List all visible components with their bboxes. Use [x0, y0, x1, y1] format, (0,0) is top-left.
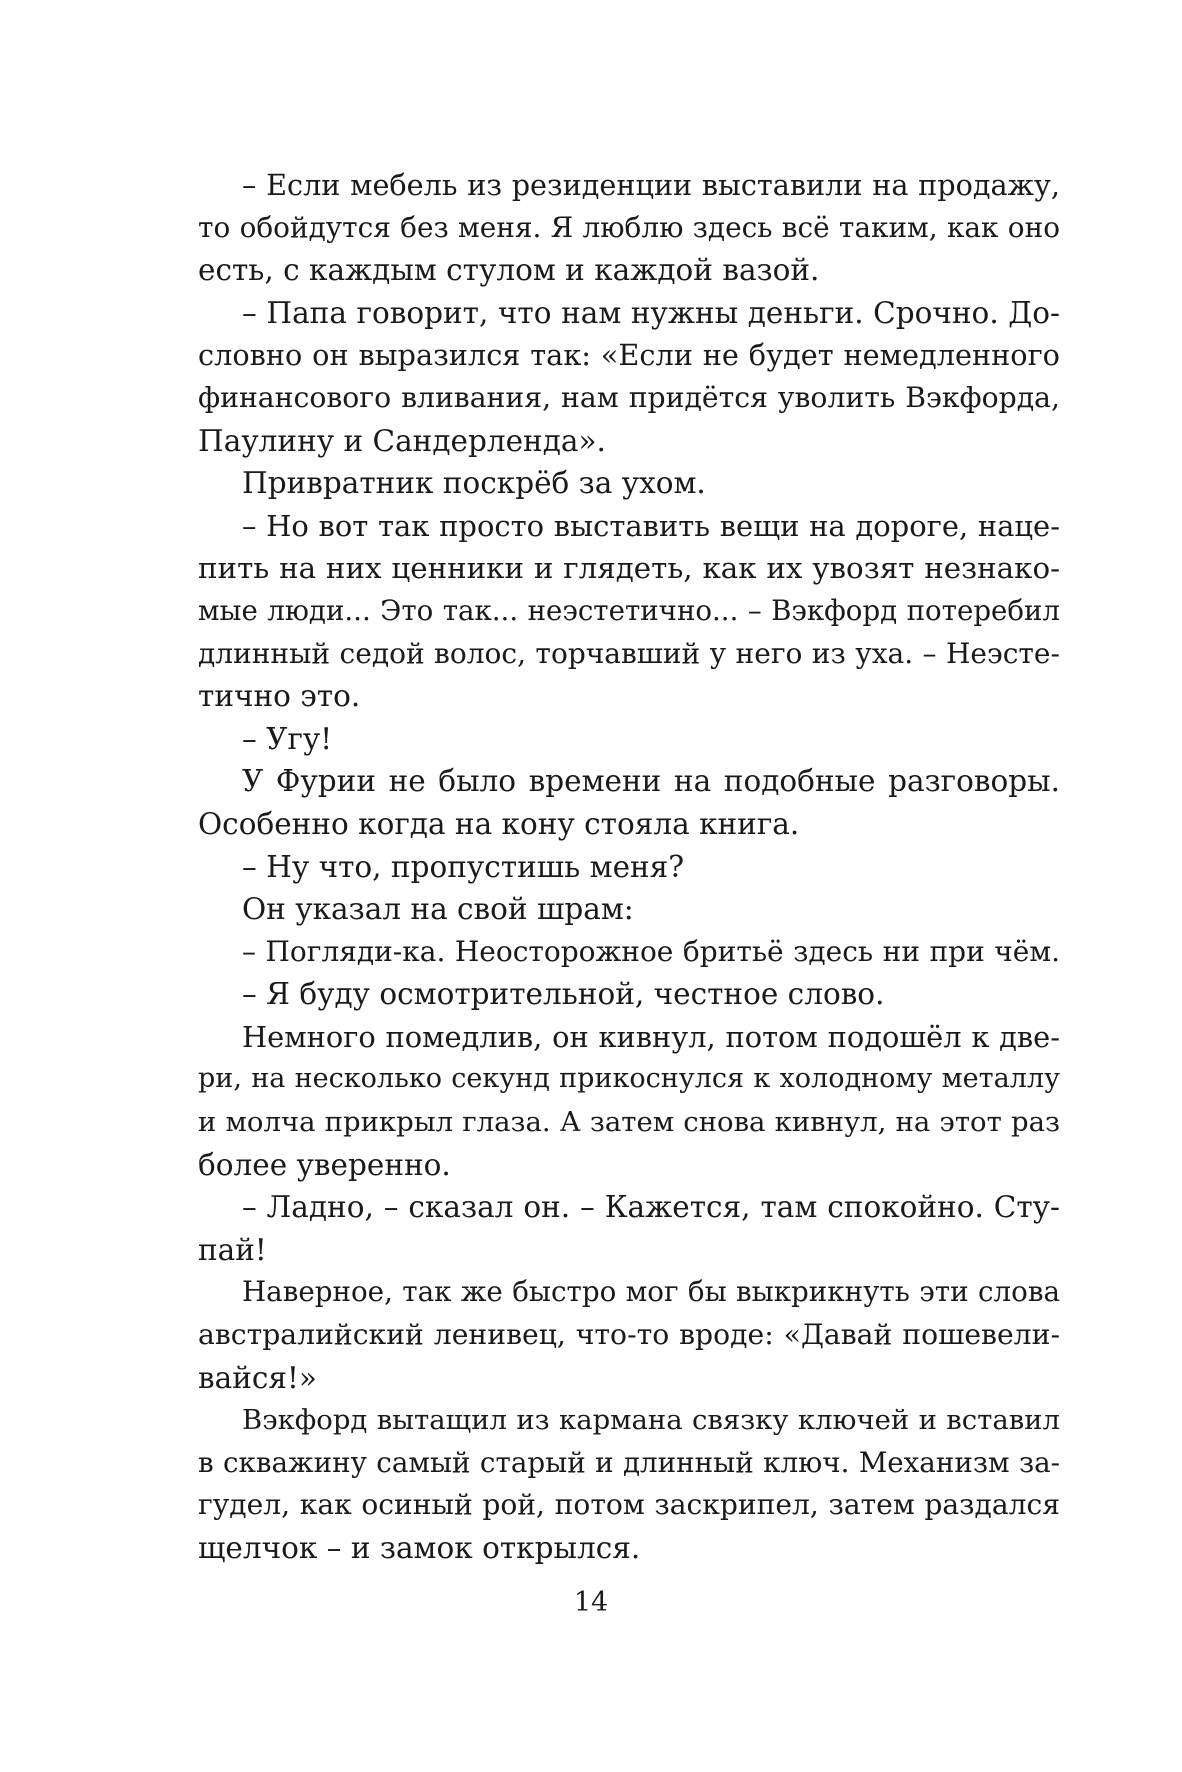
text-line: в скважину самый старый и длинный ключ. Механизм за-: [198, 1445, 1060, 1479]
text-line: – Ну что, пропустишь меня?: [242, 849, 685, 884]
page-number: 14: [573, 1587, 609, 1618]
text-line: Привратник поскрёб за ухом.: [242, 466, 706, 501]
text-line: ри, на несколько секунд прикоснулся к холодному металлу: [198, 1063, 1060, 1095]
text-line: гудел, как осиный рой, потом заскрипел, затем раздался: [198, 1488, 1060, 1522]
text-line: тично это.: [198, 679, 361, 714]
text-line: – Но вот так просто выставить вещи на дороге, наце-: [242, 508, 1060, 543]
text-line: Он указал на свой шрам:: [242, 892, 634, 927]
text-line: – Я буду осмотрительной, честное слово.: [242, 977, 885, 1012]
text-line: длинный седой волос, торчавший у него из уха. – Неэсте-: [198, 636, 1060, 670]
text-line: Особенно когда на кону стояла книга.: [198, 806, 800, 841]
text-line: есть, с каждым стулом и каждой вазой.: [198, 253, 820, 288]
text-line: вайся!»: [198, 1360, 317, 1395]
text-line: австралийский ленивец, что-то вроде: «Давай пошевели-: [198, 1318, 1060, 1352]
text-line: то обойдутся без меня. Я люблю здесь всё таким, как оно: [198, 210, 1060, 244]
text-line: – Погляди-ка. Неосторожное бритьё здесь ни при чём.: [242, 934, 1060, 968]
text-line: – Если мебель из резиденции выставили на продажу,: [242, 168, 1060, 202]
text-line: Немного помедлив, он кивнул, потом подошёл к две-: [242, 1019, 1060, 1054]
text-line: Вэкфорд вытащил из кармана связку ключей и вставил: [242, 1404, 1060, 1437]
text-line: словно он выразился так: «Если не будет немедленного: [198, 338, 1060, 373]
text-line: и молча прикрыл глаза. А затем снова кивнул, на этот раз: [198, 1106, 1060, 1139]
text-line: пить на них ценники и глядеть, как их увозят незнако-: [198, 551, 1060, 586]
text-line: – Ладно, – сказал он. – Кажется, там спокойно. Сту-: [242, 1190, 1060, 1225]
text-line: мые люди... Это так... неэстетично... – Вэкфорд потеребил: [198, 593, 1060, 627]
text-line: щелчок – и замок открылся.: [198, 1531, 641, 1565]
body-text: [198, 164, 1060, 1570]
text-line: пай!: [198, 1232, 267, 1267]
text-line: – Папа говорит, что нам нужны деньги. Срочно. До-: [242, 295, 1060, 330]
text-line: финансового вливания, нам придётся уволить Вэкфорда,: [198, 380, 1060, 414]
text-line: У Фурии не было времени на подобные разговоры.: [242, 764, 1060, 799]
text-line: более уверенно.: [198, 1147, 451, 1182]
text-line: Паулину и Сандерленда».: [198, 423, 606, 458]
text-line: Наверное, так же быстро мог бы выкрикнуть эти слова: [242, 1275, 1060, 1309]
text-line: – Угу!: [242, 721, 333, 756]
